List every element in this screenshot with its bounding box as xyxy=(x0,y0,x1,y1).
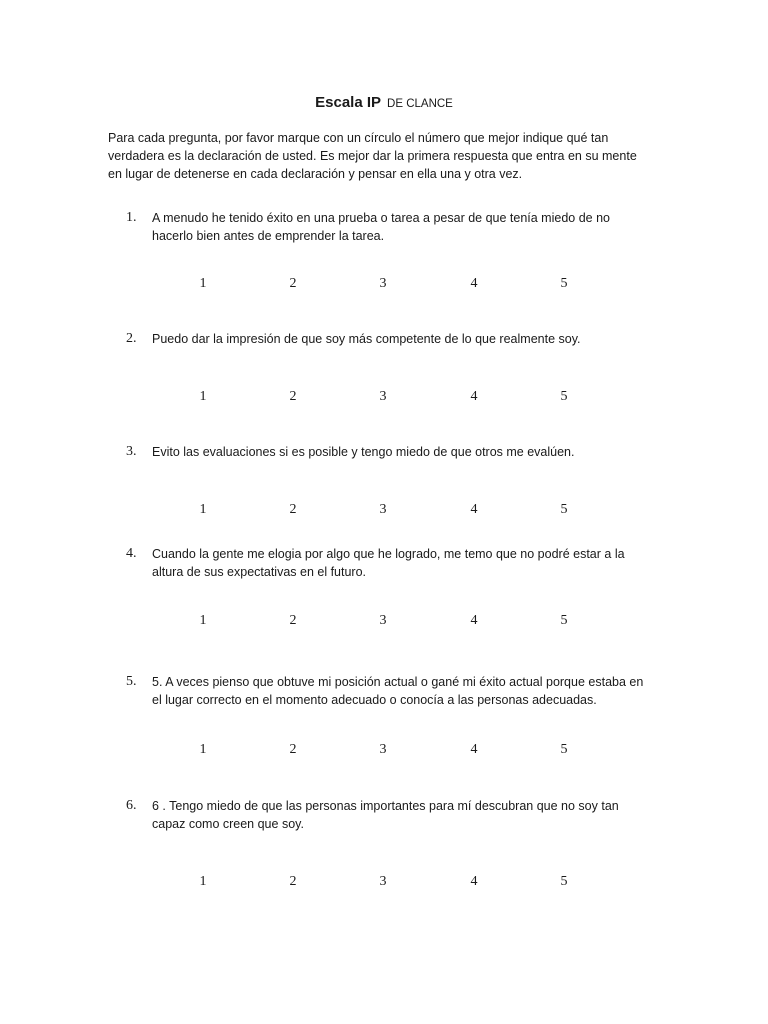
title-main: Escala IP xyxy=(315,94,382,111)
rating-option-3[interactable]: 3 xyxy=(379,389,387,404)
rating-option-4[interactable]: 4 xyxy=(470,742,478,757)
question-number: 4. xyxy=(126,546,137,561)
rating-option-4[interactable]: 4 xyxy=(470,613,478,628)
title-subtitle: DE CLANCE xyxy=(387,98,453,110)
rating-option-2[interactable]: 2 xyxy=(289,613,297,628)
question-number: 2. xyxy=(126,331,137,346)
question-text: A menudo he tenido éxito en una prueba o tarea a pesar de que tenía miedo de no hacerlo bien antes de emprender la tarea. xyxy=(152,211,610,243)
rating-option-4[interactable]: 4 xyxy=(470,874,478,889)
rating-option-5[interactable]: 5 xyxy=(560,389,568,404)
rating-option-2[interactable]: 2 xyxy=(289,276,297,291)
rating-option-2[interactable]: 2 xyxy=(289,502,297,517)
rating-option-3[interactable]: 3 xyxy=(379,874,387,889)
rating-scale-5 xyxy=(0,741,768,759)
rating-option-4[interactable]: 4 xyxy=(470,389,478,404)
rating-option-1[interactable]: 1 xyxy=(199,613,207,628)
question-text: Puedo dar la impresión de que soy más competente de lo que realmente soy. xyxy=(152,332,581,346)
rating-scale-4 xyxy=(0,612,768,630)
rating-option-5[interactable]: 5 xyxy=(560,502,568,517)
rating-option-5[interactable]: 5 xyxy=(560,742,568,757)
rating-scale-1 xyxy=(0,275,768,293)
rating-option-3[interactable]: 3 xyxy=(379,502,387,517)
document-title xyxy=(0,93,768,114)
rating-option-1[interactable]: 1 xyxy=(199,874,207,889)
rating-option-1[interactable]: 1 xyxy=(199,276,207,291)
rating-scale-3 xyxy=(0,501,768,519)
rating-option-5[interactable]: 5 xyxy=(560,874,568,889)
rating-option-3[interactable]: 3 xyxy=(379,742,387,757)
question-number: 5. xyxy=(126,674,137,689)
rating-option-1[interactable]: 1 xyxy=(199,502,207,517)
question-number: 3. xyxy=(126,444,137,459)
rating-option-4[interactable]: 4 xyxy=(470,502,478,517)
question-text: 5. A veces pienso que obtuve mi posición actual o gané mi éxito actual porque estaba en el lugar correcto en el momento adecuado o conocía a las personas adecuadas. xyxy=(152,675,644,707)
rating-option-2[interactable]: 2 xyxy=(289,389,297,404)
rating-option-3[interactable]: 3 xyxy=(379,613,387,628)
rating-option-1[interactable]: 1 xyxy=(199,742,207,757)
rating-scale-6 xyxy=(0,873,768,891)
rating-option-2[interactable]: 2 xyxy=(289,742,297,757)
question-text: Evito las evaluaciones si es posible y tengo miedo de que otros me evalúen. xyxy=(152,445,575,459)
rating-option-2[interactable]: 2 xyxy=(289,874,297,889)
rating-scale-2 xyxy=(0,388,768,406)
rating-option-5[interactable]: 5 xyxy=(560,276,568,291)
instructions-paragraph: Para cada pregunta, por favor marque con un círculo el número que mejor indique qué tan verdadera es la declaración de usted. Es mejor dar la primera respuesta que entra en su mente en lugar de detenerse en cada declaración y pensar en ella una y otra vez. xyxy=(108,131,637,181)
question-number: 1. xyxy=(126,210,137,225)
question-number: 6. xyxy=(126,798,137,813)
rating-option-5[interactable]: 5 xyxy=(560,613,568,628)
question-text: 6 . Tengo miedo de que las personas importantes para mí descubran que no soy tan capaz como creen que soy. xyxy=(152,799,619,831)
question-text: Cuando la gente me elogia por algo que he logrado, me temo que no podré estar a la altura de sus expectativas en el futuro. xyxy=(152,547,625,579)
rating-option-1[interactable]: 1 xyxy=(199,389,207,404)
rating-option-3[interactable]: 3 xyxy=(379,276,387,291)
rating-option-4[interactable]: 4 xyxy=(470,276,478,291)
